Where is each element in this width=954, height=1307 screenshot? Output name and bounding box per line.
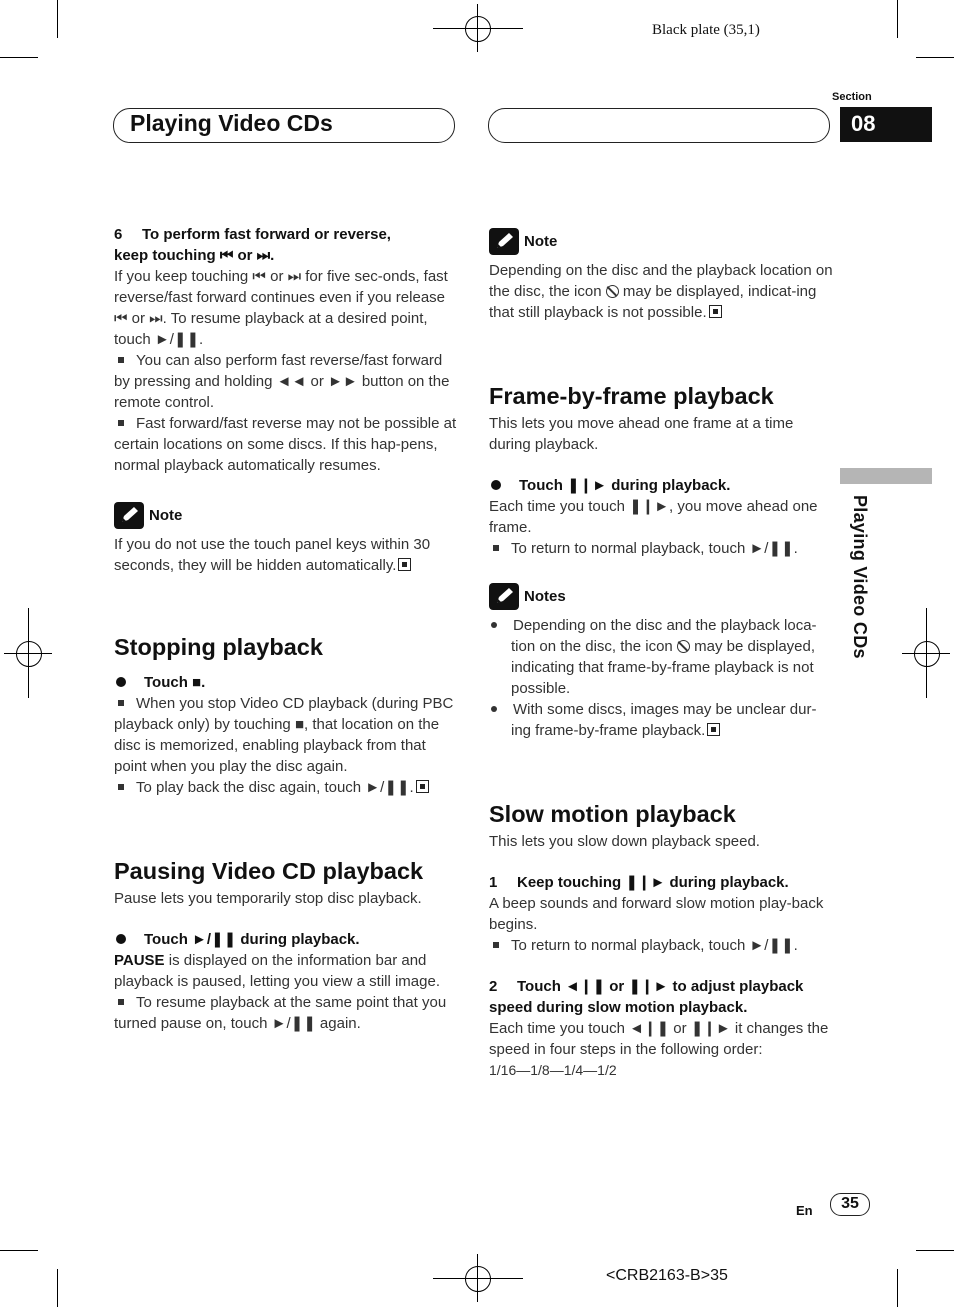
crop-mark [897,1269,898,1307]
side-tab-text: Playing Video CDs [850,495,870,659]
note-heading: Note [489,228,833,255]
prohibited-icon [677,640,690,653]
notes-item: Depending on the disc and the playback loca-tion on the disc, the icon may be displayed, indicating that frame-by-frame playback is not possible. [489,615,833,699]
step-number: 6 [114,226,123,243]
prohibited-icon [606,285,619,298]
end-mark-icon [416,780,429,793]
crop-mark [0,57,38,58]
crop-mark [57,0,58,38]
frame-step: Touch ❚❙► during playback. [489,475,833,496]
slow-step-1-body: A beep sounds and forward slow motion play-back begins. [489,895,824,933]
crop-mark [0,1250,38,1251]
frame-intro: This lets you move ahead one frame at a time during playback. [489,415,794,453]
crop-mark [916,1250,954,1251]
pencil-note-icon [114,502,144,529]
slow-motion-heading: Slow motion playback [489,801,736,827]
bullet-item: When you stop Video CD playback (during PBC playback only) by touching ■, that location on the disc is memorized, enabling playback from that point when you play the disc again. [114,695,454,775]
round-bullet-icon [116,677,126,687]
round-bullet-icon [116,934,126,944]
step-6-body: If you keep touching ⏮ or ⏭ for five sec-onds, fast reverse/fast forward continues even if you release ⏮ or ⏭. To resume playback at a desired point, touch ►/❚❚. [114,268,448,348]
right-column [489,228,833,1081]
square-bullet-icon [118,700,124,706]
end-mark-icon [398,558,411,571]
chapter-title-pill [113,108,455,143]
slow-step-1: 1 Keep touching ❚❙► during playback. [489,874,789,891]
pencil-note-icon [489,583,519,610]
registration-circle [465,16,491,42]
section-number-box [840,107,932,142]
chapter-title: Playing Video CDs [130,110,333,136]
registration-circle [465,1266,491,1292]
note-heading: Note [114,502,458,529]
frame-body: Each time you touch ❚❙►, you move ahead one frame. [489,498,818,536]
square-bullet-icon [118,784,124,790]
bullet-item: You can also perform fast reverse/fast forward by pressing and holding ◄◄ or ►► button on the remote control. [114,352,450,411]
blank-pill [488,108,830,143]
pause-intro: Pause lets you temporarily stop disc playback. [114,890,422,907]
slow-step-2: 2 Touch ◄❙❚ or ❚❙► to adjust playback speed during slow motion playback. [489,978,804,1016]
crop-mark [897,0,898,38]
section-number: 08 [851,111,876,136]
crop-mark [57,1269,58,1307]
square-bullet-icon [118,357,124,363]
square-bullet-icon [493,942,499,948]
slow-step-2-body: Each time you touch ◄❙❚ or ❚❙► it changes the speed in four steps in the following order: [489,1020,829,1058]
pausing-playback-heading: Pausing Video CD playback [114,858,424,884]
square-bullet-icon [493,545,499,551]
pencil-note-icon [489,228,519,255]
registration-circle [914,641,940,667]
language-label: En [796,1203,813,1218]
slow-intro: This lets you slow down playback speed. [489,833,760,850]
bullet-item: To return to normal playback, touch ►/❚❚. [489,538,833,559]
pause-body: PAUSE is displayed on the information bar and playback is paused, letting you view a still image. [114,952,441,990]
crop-mark [916,57,954,58]
plate-label: Black plate (35,1) [652,22,760,38]
bullet-item: To resume playback at the same point that you turned pause on, touch ►/❚❚ again. [114,994,447,1032]
bullet-item: Fast forward/fast reverse may not be possible at certain locations on some discs. If this hap-pens, normal playback automatically resumes. [114,415,457,474]
stop-step: Touch ■. [114,672,458,693]
small-bullet-icon [491,706,497,712]
bullet-item: To return to normal playback, touch ►/❚❚. [489,935,833,956]
speed-order: 1/16—1/8—1/4—1/2 [489,1062,617,1078]
frame-by-frame-heading: Frame-by-frame playback [489,383,774,409]
notes-heading: Notes [489,583,833,610]
end-mark-icon [707,723,720,736]
end-mark-icon [709,305,722,318]
small-bullet-icon [491,622,497,628]
step-6-title: 6 To perform fast forward or reverse, keep touching ⏮ or ⏭. [114,226,391,264]
left-column [114,224,458,1034]
page-number: 35 [830,1193,870,1216]
stopping-playback-heading: Stopping playback [114,634,323,660]
notes-item: With some discs, images may be unclear dur-ing frame-by-frame playback. [489,699,833,741]
square-bullet-icon [118,420,124,426]
side-tab-bar [840,468,932,484]
document-code: <CRB2163-B>35 [606,1267,728,1284]
note-text: Depending on the disc and the playback location on the disc, the icon may be displayed, indicat-ing that still playback is not possible. [489,262,833,321]
round-bullet-icon [491,480,501,490]
pause-step: Touch ►/❚❚ during playback. [114,929,458,950]
note-text: If you do not use the touch panel keys within 30 seconds, they will be hidden automatically. [114,536,431,574]
registration-circle [16,641,42,667]
bullet-item: To play back the disc again, touch ►/❚❚. [114,777,458,798]
section-label: Section [832,91,872,103]
square-bullet-icon [118,999,124,1005]
